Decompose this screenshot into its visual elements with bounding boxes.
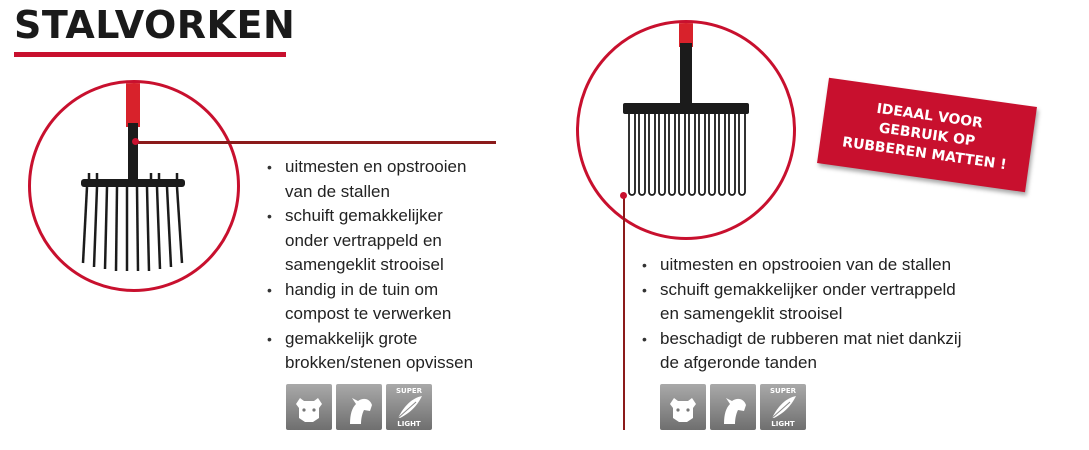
feature-list-2 [642,253,1022,376]
connector-line-2 [623,196,625,430]
connector-line-1 [136,141,496,144]
horse-icon [710,384,756,430]
usage-icons-2 [660,384,806,430]
cow-icon [660,384,706,430]
feature-item: • schuift gemakkelijker onder vertrappeld en samengeklit strooisel [642,278,1022,327]
pitchfork-image-2 [579,23,793,237]
product-image-circle-1 [28,80,240,292]
connector-dot-2 [620,192,627,199]
feature-item: • uitmesten en opstrooien van de stallen [267,155,517,204]
superlight-feather-icon: SUPER LIGHT [386,384,432,430]
superlight-feather-icon: SUPER LIGHT [760,384,806,430]
product-image-circle-2 [576,20,796,240]
usage-icons-1 [286,384,432,430]
title-underline [14,52,286,57]
horse-icon [336,384,382,430]
page-title: STALVORKEN [14,3,296,47]
connector-dot-1 [132,138,139,145]
feature-item: • schuift gemakkelijker onder vertrappeld en samengeklit strooisel [267,204,517,278]
feature-item: • beschadigt de rubberen mat niet dankzij de afgeronde tanden [642,327,1022,376]
rubber-mat-badge: IDEAAL VOOR GEBRUIK OP RUBBEREN MATTEN ! [817,78,1037,192]
feature-list-1 [267,155,517,376]
pitchfork-image-1 [31,83,237,289]
feature-item: • uitmesten en opstrooien van de stallen [642,253,1022,278]
cow-icon [286,384,332,430]
feature-item: • gemakkelijk grote brokken/stenen opvissen [267,327,517,376]
feature-item: • handig in de tuin om compost te verwerken [267,278,517,327]
